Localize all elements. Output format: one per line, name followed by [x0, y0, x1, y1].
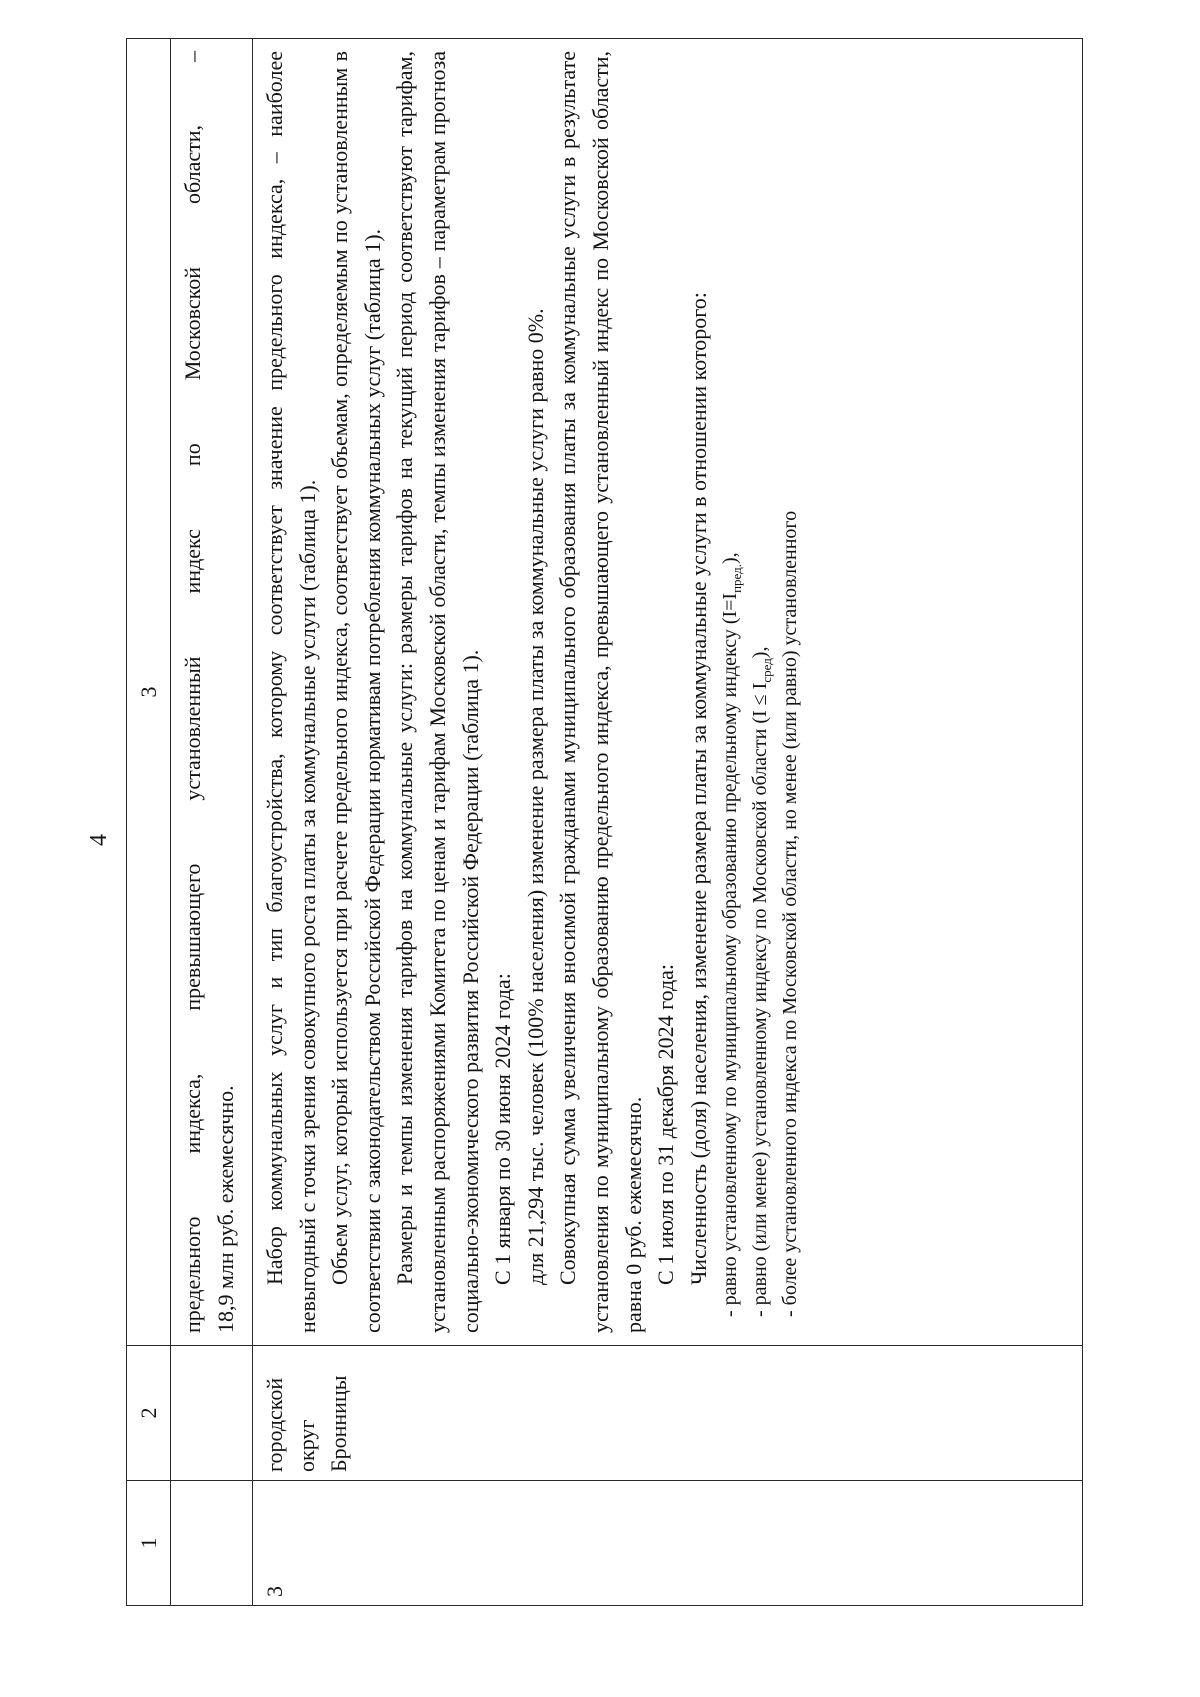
bullet-regional-index: [745, 51, 775, 1333]
continuation-municipality-cell: [171, 1346, 253, 1481]
bullet-1-text: - равно установленному по муниципальному образованию предельному индексу (I=I: [719, 592, 742, 1317]
paragraph-service-volume: Объем услуг, который используется при расчете предельного индекса, соответствует объемам, определяемым по установленным в соответствии с законодательством Российской Федерации нормативам потребления коммунальных услуг (таблица 1).: [327, 51, 385, 1333]
paragraph-total-increase: Совокупная сумма увеличения вносимой гражданами муниципального образования платы за коммунальные услуги в результате установления по муниципальному образованию предельного индекса, превышающего установленный индекс по Московской области, равна 0 руб. ежемесячно.: [555, 51, 646, 1333]
municipality-cell: [253, 1346, 1083, 1481]
paragraph-period-1-population: для 21,294 тыс. человек (100% населения) изменение размера платы за коммунальные услуги равно 0%.: [522, 308, 548, 1285]
bullet-equal-limit-index: [715, 51, 745, 1333]
header-col-1: 1: [127, 1481, 171, 1606]
continuation-row: [171, 39, 253, 1606]
continuation-num-cell: [171, 1481, 253, 1606]
header-col-3: 3: [127, 39, 171, 1346]
municipality-name: городской округ Бронницы: [262, 1375, 351, 1472]
continuation-text-cell: [171, 39, 253, 1346]
description-cell: [253, 39, 1083, 1346]
period-1-heading: С 1 января по 30 июня 2024 года:: [490, 973, 516, 1285]
table-row: [253, 39, 1083, 1606]
page-number: 4: [86, 834, 112, 846]
continuation-line-2: 18,9 млн руб. ежемесячно.: [212, 1085, 238, 1333]
paragraph-population-share: Численность (доля) населения, изменение размера платы за коммунальные услуги в отношении которого:: [685, 292, 711, 1285]
row-number-cell: [253, 1481, 1083, 1606]
header-col-2: 2: [127, 1346, 171, 1481]
bullet-2-end: ),: [749, 646, 772, 659]
rotated-table-container: [126, 39, 1084, 1606]
tariff-table: [126, 38, 1083, 1606]
paragraph-tariffs: Размеры и темпы изменения тарифов на коммунальные услуги: размеры тарифов на текущий период соответствуют тарифам, установленным распоряжениями Комитета по ценам и тарифам Московской области, темпы изменения тарифов – параметрам прогноза социально-экономического развития Российской Федерации (таблица 1).: [392, 51, 483, 1333]
paragraph-service-set: Набор коммунальных услуг и тип благоустройства, которому соответствует значение предельного индекса, – наиболее невыгодный с точки зрения совокупного роста платы за коммунальные услуги (таблица 1).: [262, 51, 320, 1333]
bullet-2-subscript: сред: [759, 658, 775, 683]
bullet-1-subscript: пред.: [729, 563, 745, 593]
continuation-line-1: предельного индекса, превышающего установленный индекс по Московской области, –: [180, 51, 205, 1333]
period-2-heading: С 1 июля по 31 декабря 2024 года:: [653, 963, 679, 1285]
row-number: 3: [262, 1586, 287, 1597]
bullet-1-end: ),: [719, 552, 742, 564]
bullet-above-regional-index: - более установленного индекса по Московской области, но менее (или равно) установленного: [779, 510, 802, 1317]
bullet-2-text: - равно (или менее) установленному индексу по Московской области (I ≤ I: [749, 682, 772, 1317]
table-header-row: [127, 39, 171, 1606]
